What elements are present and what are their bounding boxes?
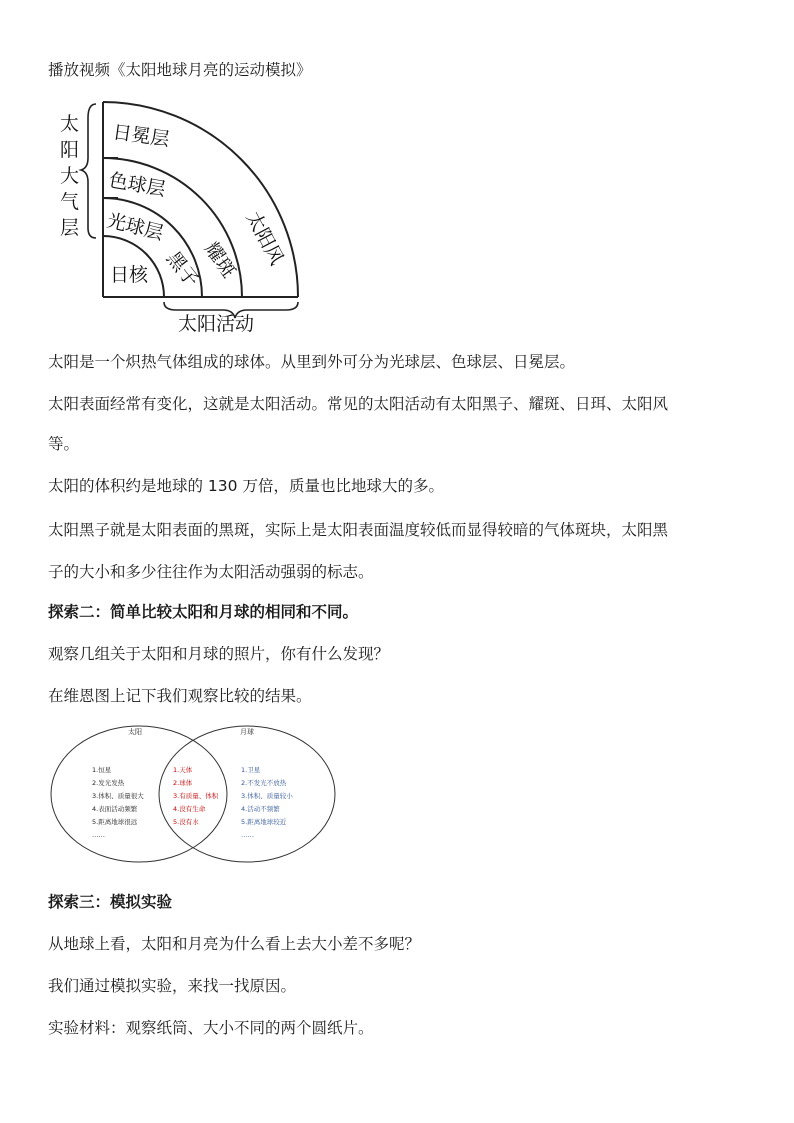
venn-moon-item: 3.体积、质量较小: [241, 792, 293, 800]
atmosphere-char-3: 大: [60, 165, 80, 187]
venn-sun-item: 2.发光发热: [92, 779, 125, 787]
sun-structure-diagram: [48, 98, 308, 338]
venn-sun-item: ……: [92, 831, 105, 839]
question-observe: 观察几组关于太阳和月球的照片，你有什么发现？: [48, 645, 390, 663]
venn-common-item: 5.没有水: [173, 818, 199, 826]
venn-moon-item: 1.卫星: [241, 766, 261, 774]
intro-text: 播放视频《太阳地球月亮的运动模拟》: [48, 61, 312, 79]
venn-diagram: [48, 722, 348, 872]
paragraph-sunspot-line2: 子的大小和多少往往作为太阳活动强弱的标志。: [48, 563, 374, 581]
venn-common-item: 4.没有生命: [173, 805, 206, 813]
venn-sun-item: 1.恒星: [92, 766, 112, 774]
label-solar-activity: 太阳活动: [178, 313, 255, 335]
label-flare: 耀斑: [199, 238, 240, 283]
label-chromosphere: 色球层: [107, 169, 168, 201]
paragraph-sunspot-line1: 太阳黑子就是太阳表面的黑斑，实际上是太阳表面温度较低而显得较暗的气体斑块，太阳黑: [48, 521, 669, 539]
atmosphere-brace: [81, 104, 96, 238]
venn-moon-item: 5.距离地球较近: [241, 818, 287, 826]
heading-explore-3: 探索三：模拟实验: [48, 893, 173, 911]
label-photosphere: 光球层: [104, 209, 166, 245]
question-venn: 在维恩图上记下我们观察比较的结果。: [48, 687, 312, 705]
atmosphere-char-1: 太: [60, 113, 80, 135]
venn-title-moon: 月球: [240, 728, 254, 736]
atmosphere-char-5: 层: [60, 217, 80, 239]
label-corona: 日冕层: [111, 121, 171, 151]
venn-common-item: 1.天体: [173, 766, 193, 774]
text-find-reason: 我们通过模拟实验，来找一找原因。: [48, 977, 297, 995]
venn-moon-item: 4.活动不频繁: [241, 805, 280, 813]
venn-moon-item: 2.不发光不放热: [241, 779, 287, 787]
paragraph-solar-activity-line1: 太阳表面经常有变化，这就是太阳活动。常见的太阳活动有太阳黑子、耀斑、日珥、太阳风: [48, 395, 669, 413]
paragraph-solar-activity-line2: 等。: [48, 435, 80, 453]
venn-title-sun: 太阳: [128, 728, 142, 736]
atmosphere-char-2: 阳: [60, 139, 80, 161]
venn-sun-item: 5.距离地球很远: [92, 818, 138, 826]
venn-sun-item: 4.表面活动频繁: [92, 805, 138, 813]
venn-moon-item: ……: [241, 831, 254, 839]
venn-common-item: 2.球体: [173, 779, 193, 787]
paragraph-sun-structure: 太阳是一个炽热气体组成的球体。从里到外可分为光球层、色球层、日冕层。: [48, 353, 576, 371]
text-materials: 实验材料：观察纸筒、大小不同的两个圆纸片。: [48, 1019, 374, 1037]
atmosphere-char-4: 气: [60, 191, 80, 213]
venn-common-item: 3.有质量、体积: [173, 792, 219, 800]
label-solar-wind: 太阳风: [241, 208, 288, 269]
paragraph-sun-volume: 太阳的体积约是地球的 130 万倍，质量也比地球大的多。: [48, 477, 444, 495]
question-size: 从地球上看，太阳和月亮为什么看上去大小差不多呢？: [48, 935, 421, 953]
venn-sun-item: 3.体积、质量很大: [92, 792, 144, 800]
label-core: 日核: [110, 264, 149, 286]
heading-explore-2: 探索二：简单比较太阳和月球的相同和不同。: [48, 603, 359, 621]
label-sunspot: 黑子: [162, 247, 203, 292]
